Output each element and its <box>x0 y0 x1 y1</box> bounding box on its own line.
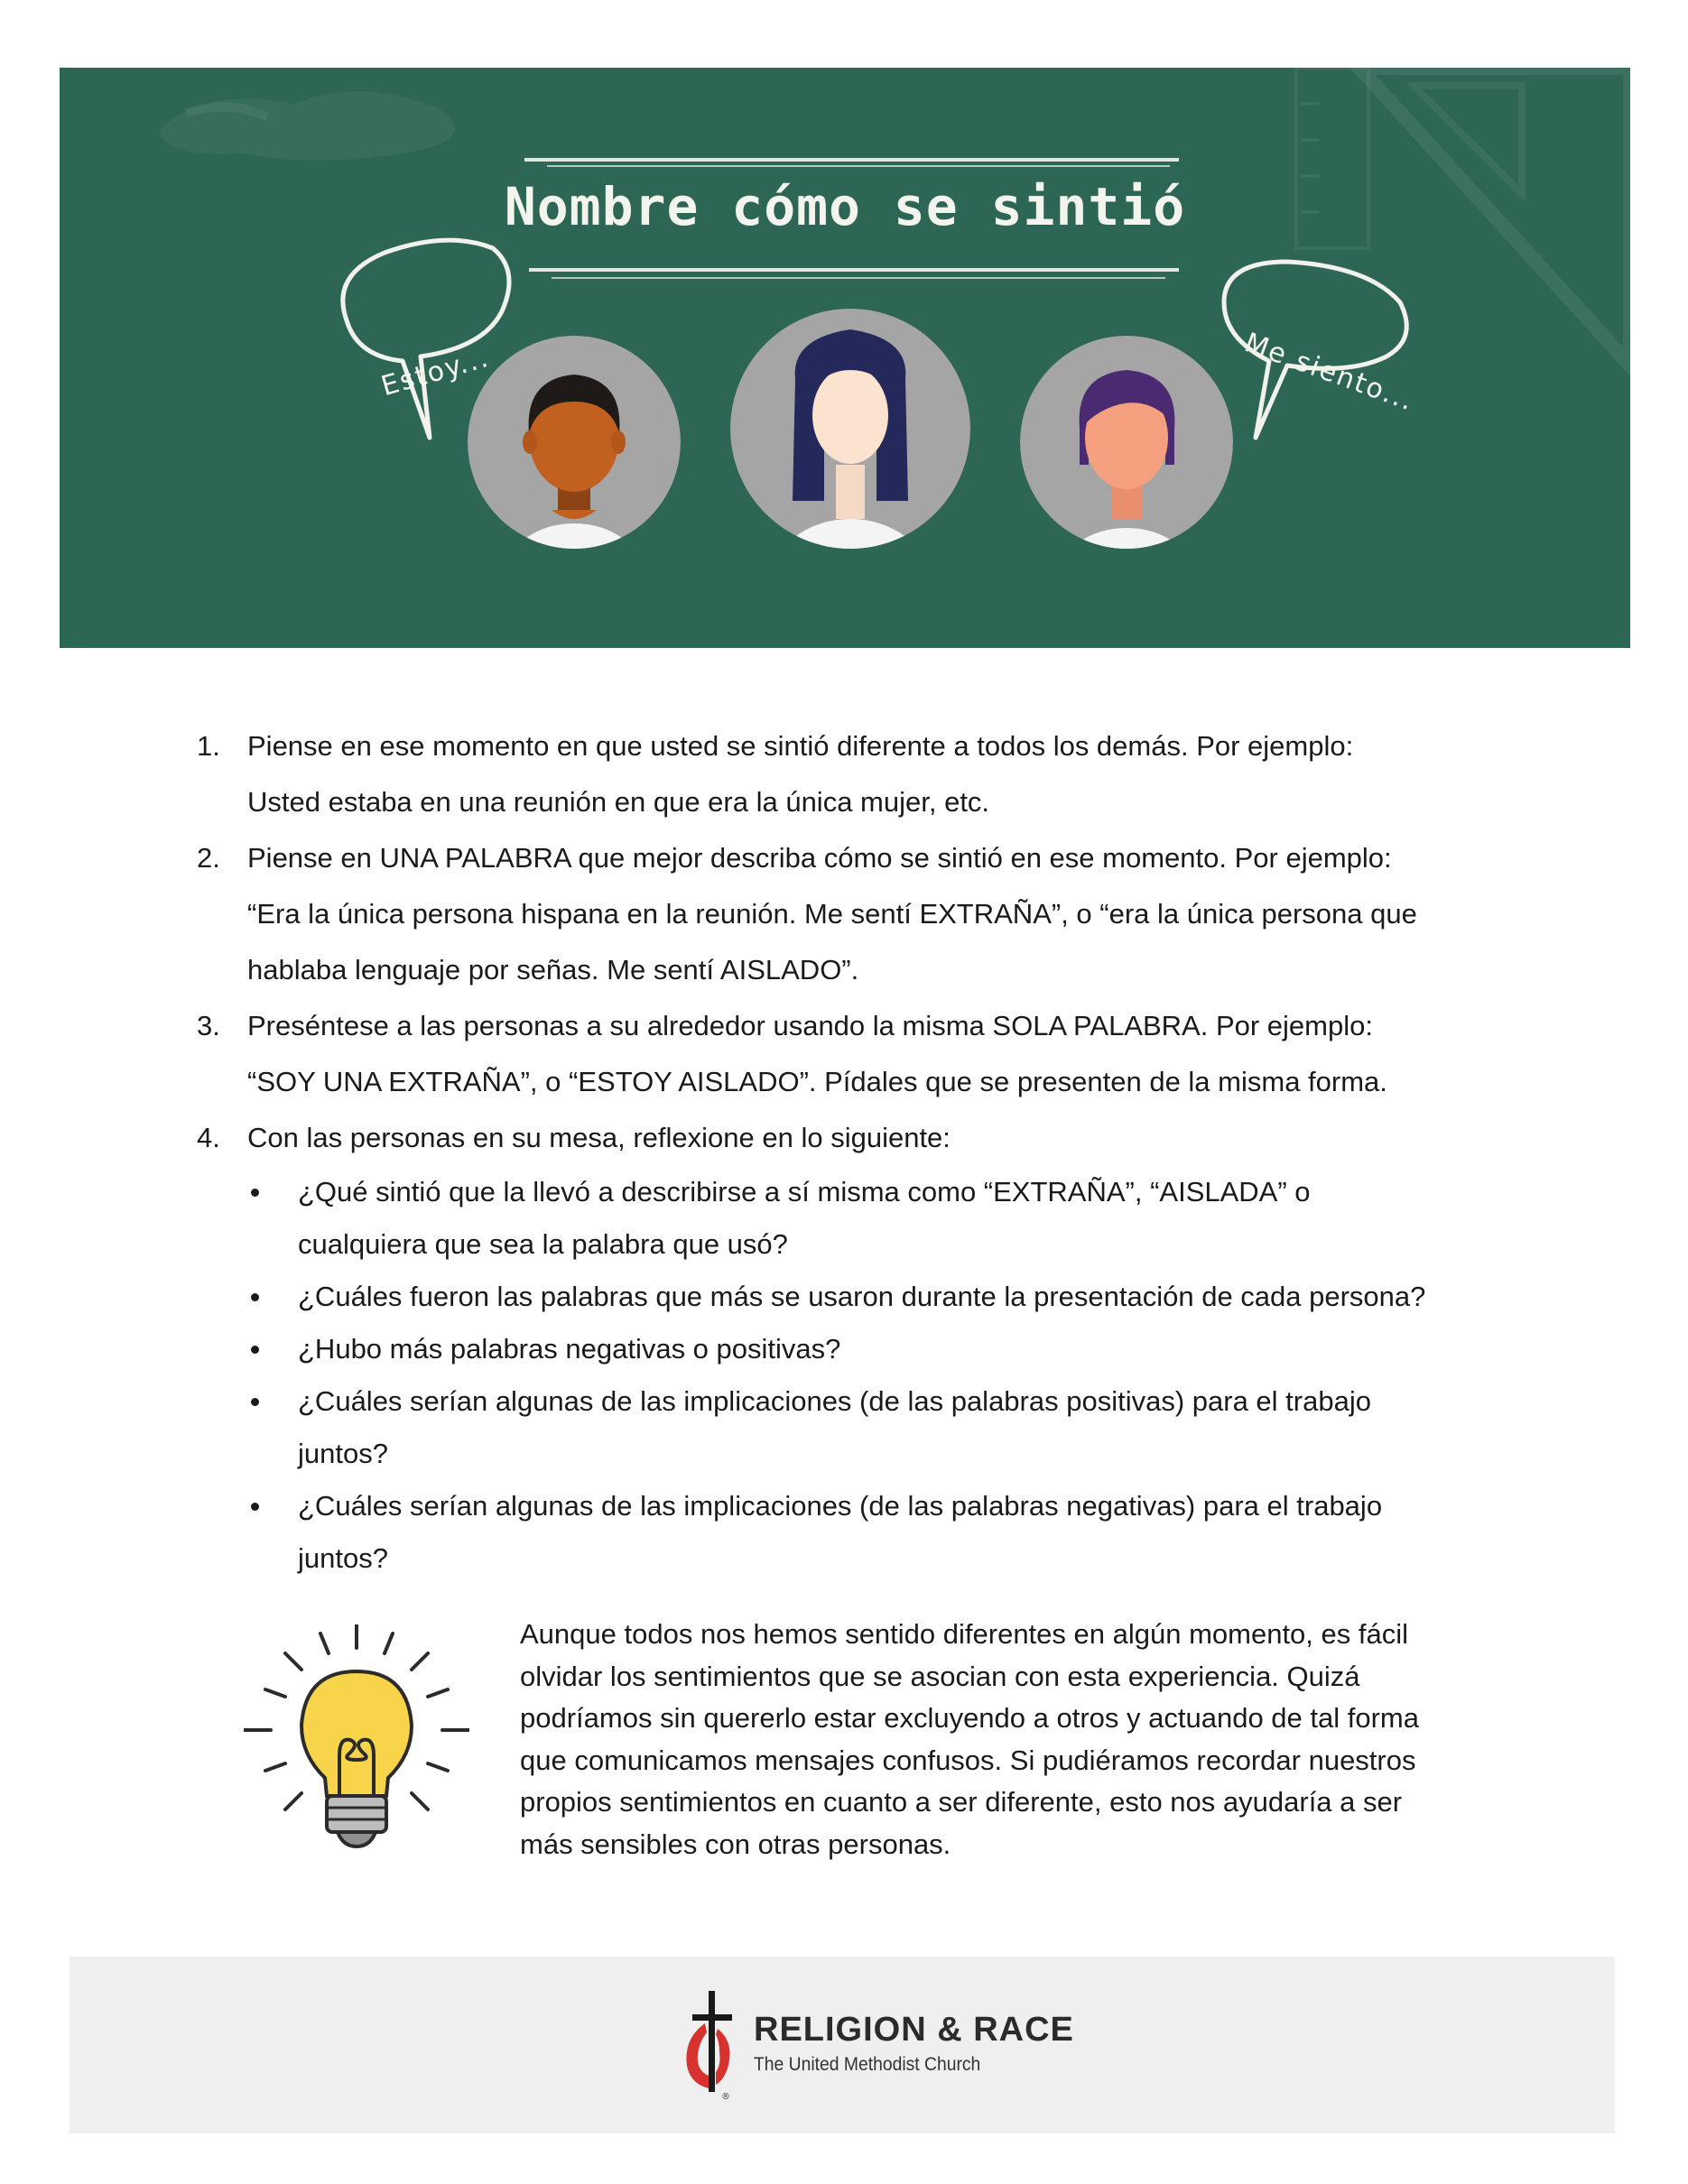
step-2 <box>197 830 1524 998</box>
step-number: 3. <box>197 1010 220 1041</box>
avatar-female-long-hair <box>730 309 970 636</box>
bullet-line: ¿Cuáles serían algunas de las implicaciones (de las palabras positivas) para el trabajo <box>298 1385 1371 1417</box>
step-line: “Era la única persona hispana en la reunión. Me sentí EXTRAÑA”, o “era la única persona que <box>247 898 1417 930</box>
tip-line: Aunque todos nos hemos sentido diferentes en algún momento, es fácil <box>520 1618 1409 1650</box>
avatars-illustration <box>60 68 1630 648</box>
bubble-text-left: Estoy... <box>377 341 494 403</box>
registered-mark: ® <box>721 2092 730 2102</box>
list-item <box>197 1480 1524 1585</box>
step-line: Piense en ese momento en que usted se sintió diferente a todos los demás. Por ejemplo: <box>247 730 1354 762</box>
tip-line: olvidar los sentimientos que se asocian con esta experiencia. Quizá <box>520 1660 1360 1692</box>
step-1 <box>197 718 1524 830</box>
instructions-list <box>197 718 1524 1585</box>
tip-line: propios sentimientos en cuanto a ser diferente, esto nos ayudaría a ser <box>520 1786 1403 1818</box>
step-line: Con las personas en su mesa, reflexione en lo siguiente: <box>247 1122 951 1153</box>
step-line: hablaba lenguaje por señas. Me sentí AISLADO”. <box>247 954 859 986</box>
bullet-line: ¿Qué sintió que la llevó a describirse a sí misma como “EXTRAÑA”, “AISLADA” o <box>298 1176 1311 1208</box>
bullet-line: juntos? <box>298 1542 388 1574</box>
step-line: “SOY UNA EXTRAÑA”, o “ESTOY AISLADO”. Pídales que se presenten de la misma forma. <box>247 1066 1387 1097</box>
tip-line: podríamos sin quererlo estar excluyendo a otros y actuando de tal forma <box>520 1702 1419 1734</box>
step-4 <box>197 1110 1524 1166</box>
list-item <box>197 1271 1524 1323</box>
bullet-line: ¿Cuáles fueron las palabras que más se usaron durante la presentación de cada persona? <box>298 1281 1426 1312</box>
lightbulb-icon <box>244 1624 469 1855</box>
step-3 <box>197 998 1524 1110</box>
bullet-line: ¿Hubo más palabras negativas o positivas? <box>298 1333 841 1365</box>
step-number: 4. <box>197 1122 220 1153</box>
tip-line: que comunicamos mensajes confusos. Si pudiéramos recordar nuestros <box>520 1744 1416 1776</box>
footer-title: RELIGION & RACE <box>754 2011 1074 2049</box>
tip-paragraph <box>520 1614 1495 1865</box>
cross-and-flame-logo <box>674 1989 756 2103</box>
avatar-male <box>468 336 681 623</box>
reflection-questions <box>197 1166 1524 1585</box>
bubble-text-right: Me siento... <box>1239 327 1419 418</box>
step-number: 2. <box>197 842 220 874</box>
footer-subtitle: The United Methodist Church <box>754 2054 981 2075</box>
avatar-female-short-hair <box>1020 336 1233 627</box>
header-banner <box>60 68 1630 648</box>
step-line: Usted estaba en una reunión en que era la única mujer, etc. <box>247 786 990 818</box>
bullet-line: cualquiera que sea la palabra que usó? <box>298 1228 788 1260</box>
footer <box>70 1957 1615 2133</box>
step-line: Preséntese a las personas a su alrededor usando la misma SOLA PALABRA. Por ejemplo: <box>247 1010 1373 1041</box>
tip-line: más sensibles con otras personas. <box>520 1828 951 1860</box>
step-number: 1. <box>197 730 220 762</box>
list-item <box>197 1375 1524 1480</box>
bullet-line: juntos? <box>298 1438 388 1469</box>
step-line: Piense en UNA PALABRA que mejor describa cómo se sintió en ese momento. Por ejemplo: <box>247 842 1392 874</box>
page-title: Nombre cómo se sintió <box>504 176 1186 237</box>
bullet-line: ¿Cuáles serían algunas de las implicaciones (de las palabras negativas) para el trabajo <box>298 1490 1383 1522</box>
list-item <box>197 1166 1524 1271</box>
list-item <box>197 1323 1524 1375</box>
